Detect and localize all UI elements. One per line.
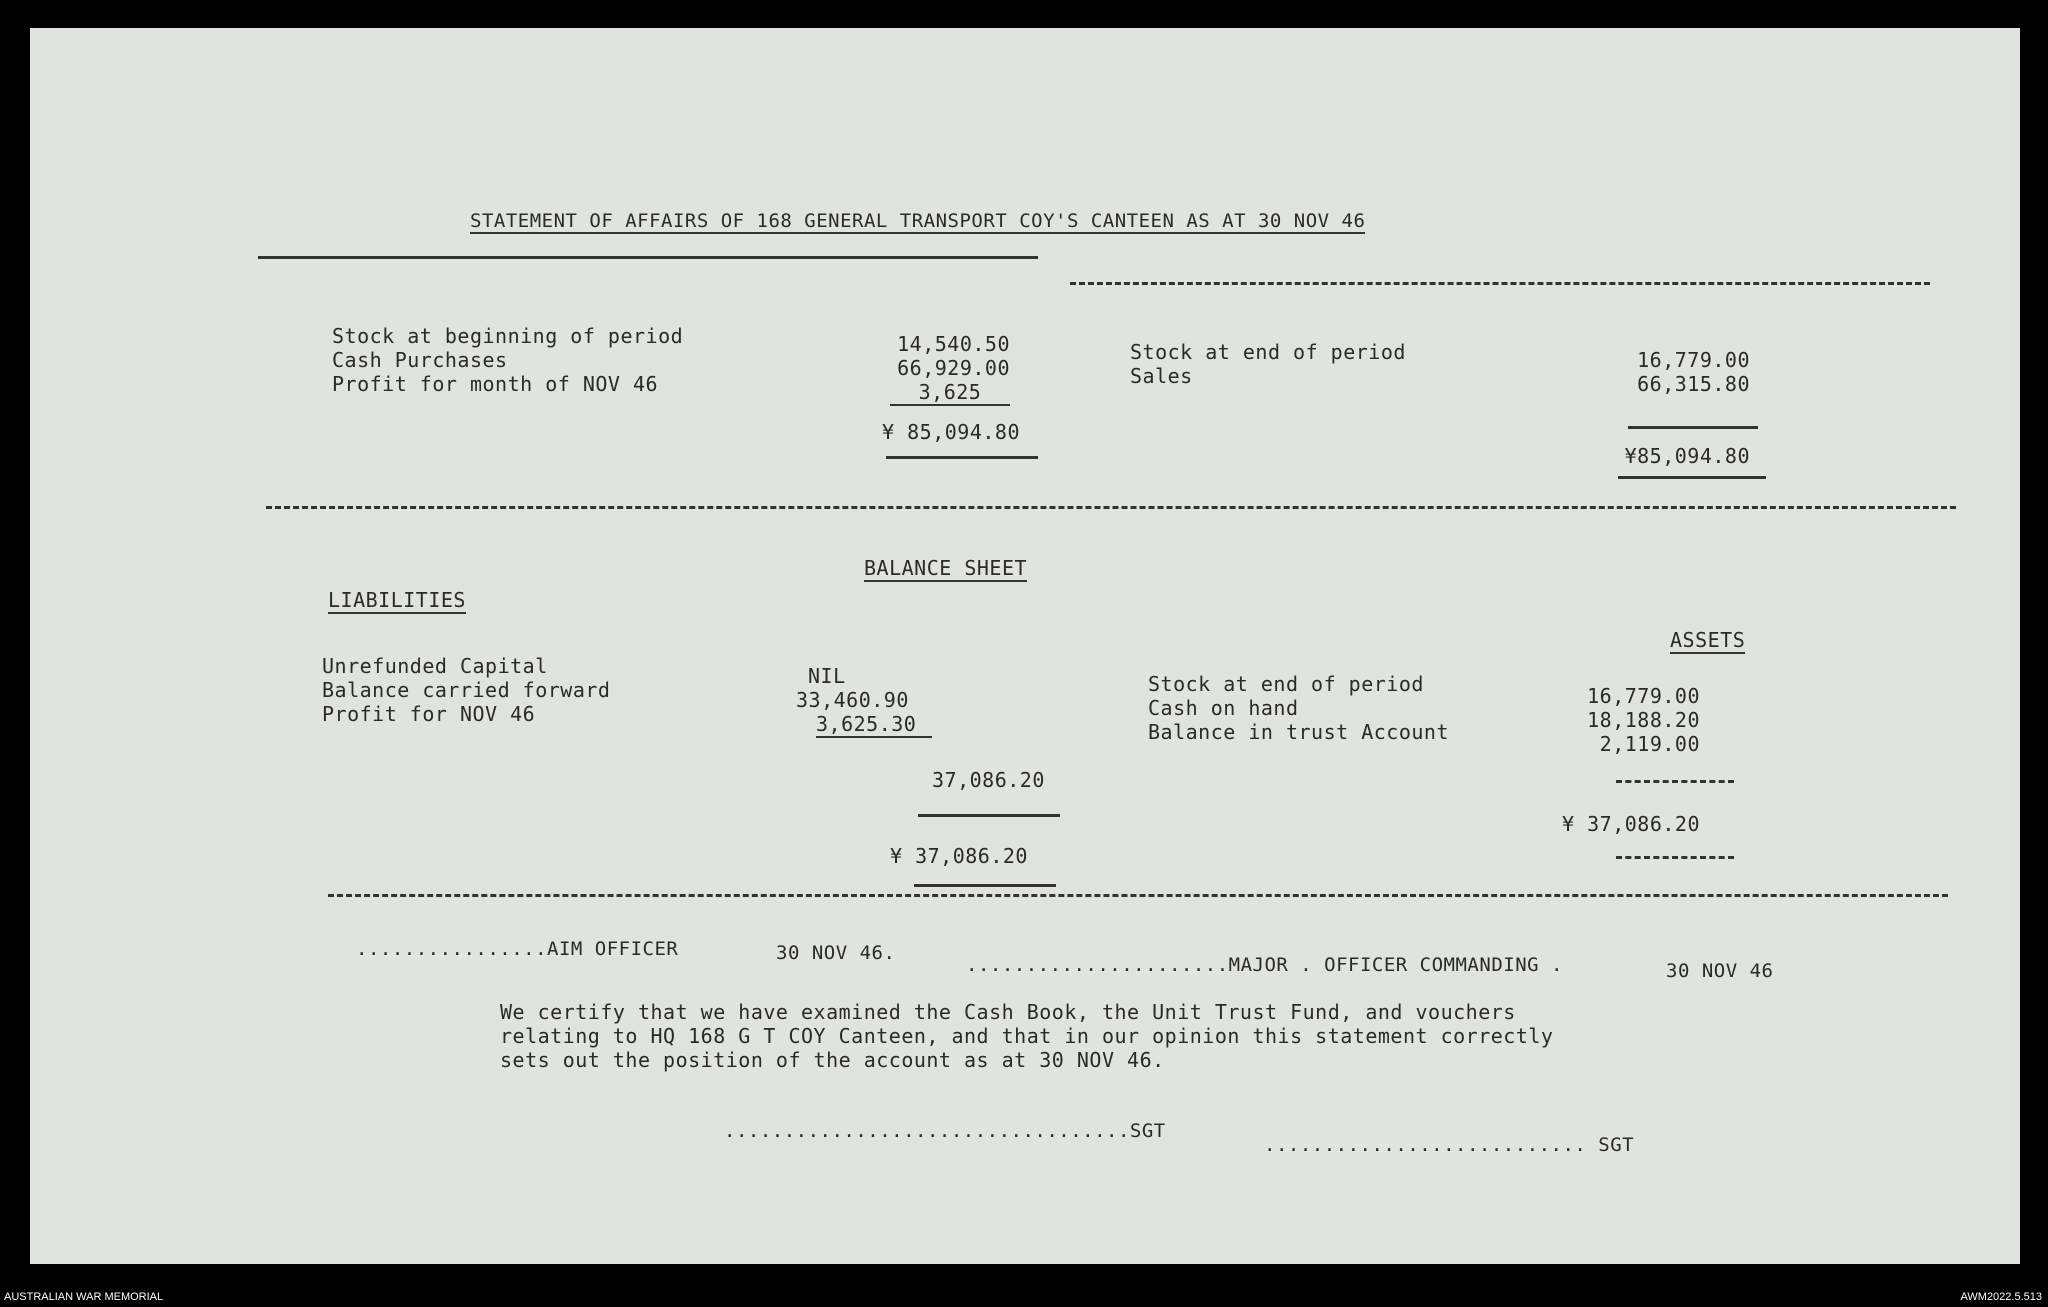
liabilities-total: ¥ 37,086.20 [890,844,1028,868]
liability-label-2: Balance carried forward [322,678,611,702]
document-page [30,28,2020,1264]
title-divider-left [258,256,1038,259]
assets-total-rule [1616,856,1734,859]
assets-total: ¥ 37,086.20 [1562,812,1700,836]
trading-right-label-1: Stock at end of period [1130,340,1406,364]
asset-amount-1: 16,779.00 [1587,684,1700,708]
asset-label-1: Stock at end of period [1148,672,1424,696]
document-title: STATEMENT OF AFFAIRS OF 168 GENERAL TRANSPORT COY'S CANTEEN AS AT 30 NOV 46 [470,210,1366,232]
title-divider-right [1070,282,1930,285]
trading-right-label-2: Sales [1130,364,1193,388]
liabilities-subtotal-rule [918,814,1060,817]
liability-amount-1: NIL [808,664,846,688]
certification-line-1: We certify that we have examined the Cash Book, the Unit Trust Fund, and vouchers [500,1000,1516,1024]
trading-left-amount-1: 14,540.50 [897,332,1010,356]
trading-left-amount-2: 66,929.00 [897,356,1010,380]
trading-right-total-rule [1618,476,1766,479]
liability-label-3: Profit for NOV 46 [322,702,536,726]
trading-left-label-3: Profit for month of NOV 46 [332,372,659,396]
officer-right-signature: ......................MAJOR . OFFICER COMMANDING . [966,954,1563,976]
trading-right-sub-rule [1628,426,1758,429]
asset-amount-3: 2,119.00 [1599,732,1700,756]
certification-line-3: sets out the position of the account as at 30 NOV 46. [500,1048,1165,1072]
liabilities-subtotal: 37,086.20 [932,768,1045,792]
liability-amount-2: 33,460.90 [796,688,909,712]
assets-heading: ASSETS [1670,628,1746,652]
trading-left-label-2: Cash Purchases [332,348,508,372]
assets-subtotal-rule [1616,780,1734,783]
section-divider [266,506,1956,509]
officer-left-date: 30 NOV 46. [776,942,896,964]
asset-label-2: Cash on hand [1148,696,1299,720]
liabilities-heading: LIABILITIES [328,588,466,612]
asset-amount-2: 18,188.20 [1587,708,1700,732]
trading-left-total-rule [886,456,1038,459]
trading-right-amount-1: 16,779.00 [1637,348,1750,372]
liability-label-1: Unrefunded Capital [322,654,548,678]
officer-right-date: 30 NOV 46 [1666,960,1774,982]
officer-left-signature: ................AIM OFFICER [356,938,679,960]
footer-left-label: AUSTRALIAN WAR MEMORIAL [4,1291,164,1303]
trading-right-total: ¥85,094.80 [1624,444,1750,468]
balance-sheet-heading: BALANCE SHEET [864,556,1028,580]
trading-left-label-1: Stock at beginning of period [332,324,684,348]
footer-right-label: AWM2022.5.513 [1960,1291,2042,1303]
trading-left-total: ¥ 85,094.80 [882,420,1020,444]
trading-right-amount-2: 66,315.80 [1637,372,1750,396]
sgt-left-signature: ..................................SGT [724,1120,1166,1142]
liability-amount-3: 3,625.30 [816,712,932,738]
sgt-right-signature: ........................... SGT [1264,1134,1635,1156]
trading-left-amount-3: 3,625 [890,380,1010,406]
certification-line-2: relating to HQ 168 G T COY Canteen, and that in our opinion this statement correctly [500,1024,1554,1048]
asset-label-3: Balance in trust Account [1148,720,1449,744]
liabilities-total-rule [914,884,1056,887]
archive-footer [0,1271,2048,1307]
balance-sheet-bottom-divider [328,894,1948,897]
